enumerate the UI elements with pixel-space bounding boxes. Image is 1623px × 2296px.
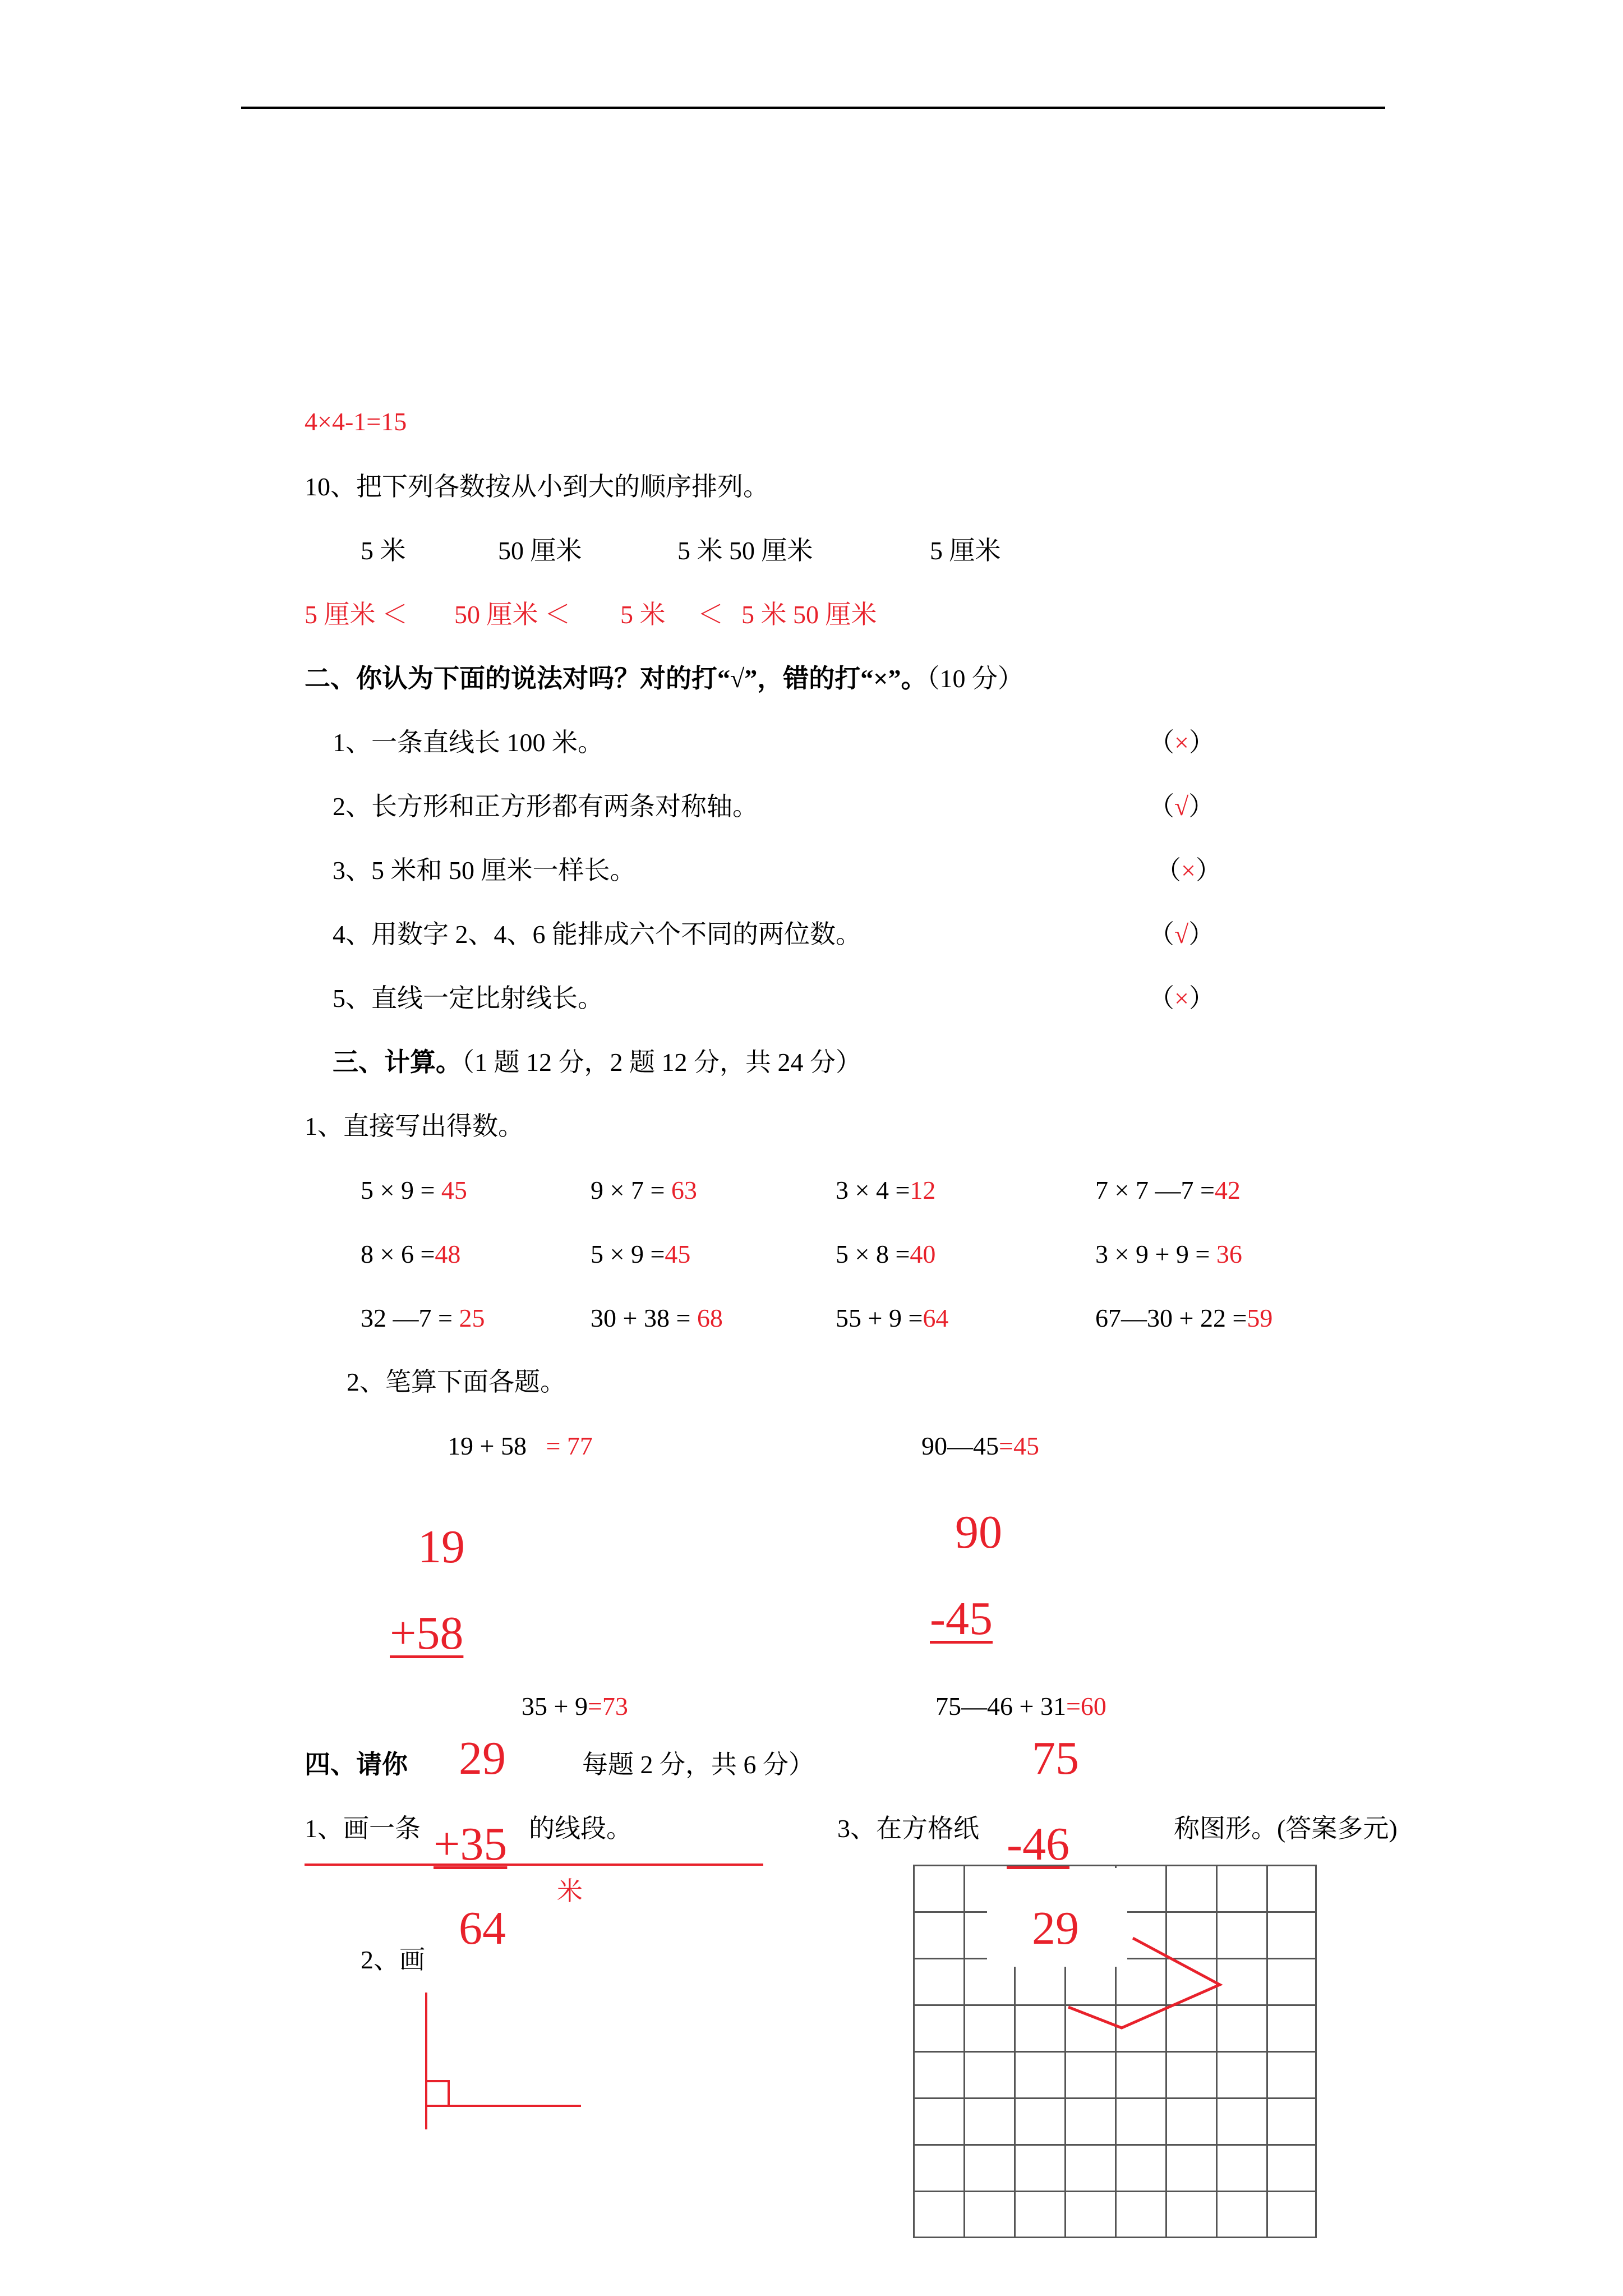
judge-item: 5、直线一定比射线长。 [333,984,603,1013]
judge-item: 2、长方形和正方形都有两条对称轴。 [333,792,758,821]
calc-item: 7 × 7 —7 =42 [1095,1176,1241,1204]
judge-item: 1、一条直线长 100 米。 [333,728,603,757]
q10-item: 5 厘米 [930,536,1001,565]
section-2-score: （10 分） [926,664,1023,693]
q10-answer: 50 厘米 ＜ [454,600,570,629]
vertical-calc-top: 29 [459,1732,506,1784]
draw-q2-title: 2、画 [361,1945,425,1974]
judge-answer: （√） [1149,920,1215,949]
draw-q1-title: 1、画一条 [305,1814,421,1843]
calc-item: 67—30 + 22 =59 [1095,1304,1273,1332]
calc-item: 8 × 6 =48 [361,1240,461,1268]
section-3-title: 三、计算。 [333,1048,462,1076]
q10-answer: ＜ [698,600,723,629]
judge-answer: （√） [1149,792,1215,821]
q10-answer: 5 米 50 厘米 [741,600,877,629]
vertical-calc-operand: +35 [434,1818,508,1870]
judge-item: 3、5 米和 50 厘米一样长。 [333,856,636,885]
calc-item: 3 × 9 + 9 = 36 [1095,1240,1242,1268]
vertical-calc-top: 19 [418,1521,465,1573]
written-calc: 75—46 + 31=60 [935,1692,1106,1720]
draw-q3-tail: 称图形。(答案多元) [1174,1814,1398,1843]
q10-answer: 5 厘米 ＜ [305,600,408,629]
calc-q2-title: 2、笔算下面各题。 [347,1368,566,1396]
section-4-score: 每题 2 分，共 6 分） [582,1750,814,1779]
calc-item: 5 × 9 = 45 [361,1176,467,1204]
calc-item: 5 × 9 =45 [591,1240,691,1268]
judge-answer: （×） [1155,856,1221,885]
q10-item: 5 米 [361,536,406,565]
written-calc: 19 + 58 = 77 [448,1432,593,1460]
calc-item: 55 + 9 =64 [836,1304,949,1332]
vertical-calc-operand: +58 [390,1607,464,1659]
vertical-calc-operand: -45 [930,1593,993,1645]
draw-q1-tail: 的线段。 [529,1814,632,1843]
q10-title: 10、把下列各数按从小到大的顺序排列。 [305,472,769,501]
draw-q3-title: 3、在方格纸 [837,1814,979,1843]
written-calc: 35 + 9=73 [522,1692,628,1720]
vertical-calc-top: 90 [955,1506,1002,1558]
vertical-calc-top: 75 [1032,1732,1079,1784]
q10-answer: 5 米 [620,600,666,629]
prev-answer: 4×4-1=15 [305,407,407,436]
calc-item: 9 × 7 = 63 [591,1176,697,1204]
written-calc: 90—45=45 [921,1432,1039,1460]
q10-item: 5 米 50 厘米 [677,536,813,565]
judge-answer: （×） [1149,728,1215,757]
calc-q1-title: 1、直接写出得数。 [305,1112,524,1140]
vertical-calc-operand: -46 [1007,1818,1069,1870]
section-4-title: 四、请你 [305,1750,408,1779]
calc-item: 5 × 8 =40 [836,1240,936,1268]
calc-item: 30 + 38 = 68 [591,1304,723,1332]
vertical-calc-result: 64 [459,1902,506,1954]
q10-item: 50 厘米 [498,536,582,565]
vertical-calc-result: 29 [1032,1902,1079,1954]
calc-item: 32 —7 = 25 [361,1304,485,1332]
line-unit: 米 [557,1877,583,1906]
section-3-score: （1 题 12 分，2 题 12 分，共 24 分） [462,1048,861,1076]
section-2-title: 二、你认为下面的说法对吗？对的打“√”，错的打“×”。 [305,664,927,693]
judge-item: 4、用数字 2、4、6 能排成六个不同的两位数。 [333,920,861,949]
judge-answer: （×） [1149,984,1215,1013]
calc-item: 3 × 4 =12 [836,1176,936,1204]
